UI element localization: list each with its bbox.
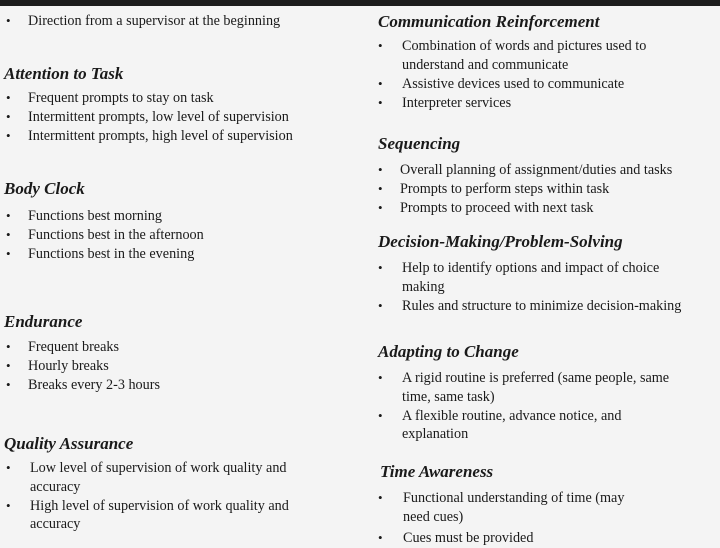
bullet-icon: • bbox=[378, 490, 383, 505]
bullet-icon: • bbox=[6, 128, 11, 143]
endurance-list bbox=[0, 338, 360, 395]
list-item-text: Direction from a supervisor at the beginning bbox=[28, 13, 281, 29]
section-attention-to-task bbox=[0, 64, 360, 146]
list-item bbox=[370, 407, 670, 444]
communication-list bbox=[370, 37, 720, 112]
list-item-text: Hourly breaks bbox=[28, 358, 109, 374]
bullet-icon: • bbox=[378, 75, 383, 91]
list-item-text: Cues must be provided bbox=[403, 530, 534, 546]
bullet-icon: • bbox=[378, 200, 383, 215]
bullet-icon: • bbox=[6, 109, 11, 124]
adapting-list bbox=[370, 369, 720, 444]
bullet-icon: • bbox=[6, 497, 11, 513]
list-item bbox=[370, 180, 720, 199]
list-item-text: Overall planning of assignment/duties and tasks bbox=[400, 162, 673, 178]
bullet-icon: • bbox=[6, 208, 11, 223]
list-item bbox=[370, 75, 720, 94]
list-item-text: Interpreter services bbox=[402, 94, 512, 111]
list-item bbox=[0, 12, 360, 31]
top-dark-bar bbox=[0, 0, 720, 6]
sequencing-list bbox=[370, 161, 720, 218]
list-item-text: Rules and structure to minimize decision-making bbox=[402, 297, 682, 314]
list-item-text: Intermittent prompts, high level of supervision bbox=[28, 128, 293, 144]
list-item-text: Breaks every 2-3 hours bbox=[28, 377, 160, 393]
list-item bbox=[0, 376, 360, 395]
section-heading: Attention to Task bbox=[4, 64, 124, 83]
section-quality-assurance bbox=[0, 434, 360, 534]
section-heading: Adapting to Change bbox=[378, 342, 519, 361]
list-item-text: High level of supervision of work quality and accuracy bbox=[30, 497, 289, 532]
section-heading: Quality Assurance bbox=[4, 434, 134, 453]
bullet-icon: • bbox=[378, 530, 383, 545]
list-item-text: Frequent prompts to stay on task bbox=[28, 90, 214, 106]
bullet-icon: • bbox=[6, 460, 11, 475]
section-body-clock bbox=[0, 179, 360, 264]
time-list bbox=[370, 489, 720, 548]
list-item bbox=[370, 297, 720, 316]
bullet-icon: • bbox=[6, 358, 11, 373]
list-item-text: Combination of words and pictures used to understand and communicate bbox=[402, 38, 647, 73]
section-heading: Body Clock bbox=[4, 179, 85, 198]
section-direction bbox=[0, 12, 360, 31]
decision-list bbox=[370, 259, 720, 315]
list-item bbox=[0, 108, 360, 127]
list-item-text: Functions best in the evening bbox=[28, 246, 195, 262]
attention-list bbox=[0, 89, 360, 146]
section-heading: Decision-Making/Problem-Solving bbox=[378, 232, 623, 251]
section-heading: Sequencing bbox=[378, 134, 461, 153]
list-item bbox=[370, 161, 720, 180]
bullet-icon: • bbox=[6, 13, 11, 28]
list-item-text: Assistive devices used to communicate bbox=[402, 75, 625, 92]
list-item-text: Frequent breaks bbox=[28, 339, 120, 355]
section-sequencing bbox=[370, 134, 720, 218]
bullet-icon: • bbox=[6, 90, 11, 105]
bullet-icon: • bbox=[378, 260, 383, 275]
list-item-text: Prompts to proceed with next task bbox=[400, 200, 594, 216]
list-item-text: A flexible routine, advance notice, and explanation bbox=[402, 407, 622, 442]
list-item bbox=[370, 489, 653, 526]
bullet-icon: • bbox=[378, 38, 383, 53]
bullet-icon: • bbox=[6, 227, 11, 242]
list-item bbox=[0, 245, 360, 264]
list-item bbox=[370, 37, 692, 74]
list-item bbox=[370, 529, 720, 548]
list-item bbox=[0, 357, 360, 376]
list-item-text: Functions best morning bbox=[28, 208, 162, 224]
list-item-text: Prompts to perform steps within task bbox=[400, 181, 610, 197]
bullet-icon: • bbox=[378, 162, 383, 177]
section-decision-making bbox=[370, 232, 720, 315]
list-item bbox=[370, 259, 700, 296]
section-heading: Time Awareness bbox=[380, 462, 494, 481]
bullet-icon: • bbox=[6, 377, 11, 392]
list-item-text: Low level of supervision of work quality and accuracy bbox=[30, 460, 287, 495]
list-item bbox=[0, 459, 300, 496]
bullet-icon: • bbox=[6, 339, 11, 354]
quality-list bbox=[0, 459, 360, 534]
bullet-icon: • bbox=[378, 297, 383, 313]
list-item bbox=[370, 199, 720, 218]
body-clock-list bbox=[0, 207, 360, 264]
list-item-text: Help to identify options and impact of choice making bbox=[402, 260, 660, 295]
list-item bbox=[0, 497, 300, 534]
section-endurance bbox=[0, 312, 360, 395]
bullet-icon: • bbox=[378, 181, 383, 196]
section-adapting-to-change bbox=[370, 342, 720, 444]
bullet-icon: • bbox=[6, 246, 11, 261]
section-heading: Communication Reinforcement bbox=[378, 12, 600, 31]
list-item bbox=[370, 94, 720, 113]
bullet-icon: • bbox=[378, 370, 383, 385]
section-heading: Endurance bbox=[4, 312, 83, 331]
list-item-text: Functional understanding of time (may need cues) bbox=[403, 490, 625, 525]
list-item bbox=[0, 207, 360, 226]
bullet-icon: • bbox=[378, 407, 383, 423]
direction-list bbox=[0, 12, 360, 31]
section-communication-reinforcement bbox=[370, 12, 720, 112]
list-item bbox=[0, 127, 360, 146]
bullet-icon: • bbox=[378, 94, 383, 110]
list-item bbox=[0, 338, 360, 357]
section-time-awareness bbox=[370, 462, 720, 548]
list-item-text: Functions best in the afternoon bbox=[28, 227, 204, 243]
list-item bbox=[0, 226, 360, 245]
list-item bbox=[370, 369, 670, 406]
list-item bbox=[0, 89, 360, 108]
list-item-text: Intermittent prompts, low level of supervision bbox=[28, 109, 289, 125]
list-item-text: A rigid routine is preferred (same people, same time, same task) bbox=[402, 370, 670, 405]
